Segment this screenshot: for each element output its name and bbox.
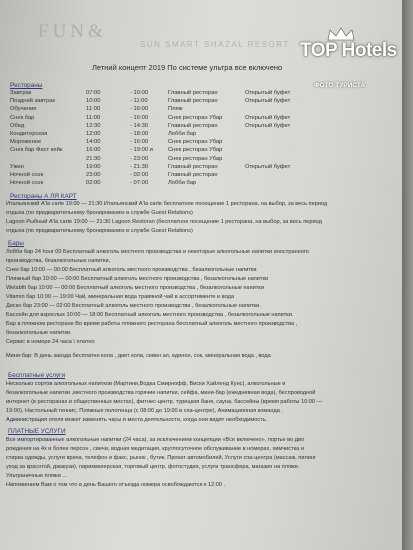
restaurant-row: [0, 156, 402, 164]
restaurant-name: Ночной снэк: [10, 172, 44, 178]
restaurant-name: Поздний завтрак: [10, 98, 55, 105]
open-time: 11:00: [86, 106, 101, 113]
restaurant-name: Мороженое: [10, 139, 42, 146]
open-time: 02:00: [86, 180, 101, 187]
open-time: 19:00: [86, 163, 101, 170]
free-services-heading: Бесплатные услуги: [8, 372, 66, 379]
close-time: - 23:00: [130, 155, 149, 162]
free-line: интернет (в ресторанах и общественных местах), фитнес-центр, турецкая баня, сауна, бассейны (время работы 10:00 —: [6, 399, 323, 405]
service-type: Открытый буфет: [245, 163, 291, 170]
paid-services-heading: ПЛАТНЫЕ УСЛУГИ: [8, 428, 66, 435]
watermark-subtitle: ФОТО ТУРИСТА: [314, 82, 366, 89]
page-title: Летний концепт 2019 По системе ультра все включено: [92, 63, 283, 72]
restaurant-name: Обучение: [10, 106, 37, 113]
free-services-text: [6, 380, 396, 425]
bar-line: Лобби бар 24 hour 00 Бесплатный алкоголь местного производства и некоторые алкогольные напитки иностранного: [6, 249, 309, 255]
open-time: 14:00: [86, 139, 101, 146]
bar-line: Сервис в номере 24 часа \ платно: [6, 339, 95, 345]
close-time: - 11:00: [130, 98, 148, 105]
close-time: - 18:00: [130, 131, 149, 137]
alacarte-line: Итальянский А'la carte 19:00 — 21:30 Итальянский A'la carte бесплатное посещение 1 ресторана, на выбор, за весь период: [6, 201, 328, 207]
restaurant-row: [0, 147, 402, 155]
close-time: - 21:30: [130, 163, 149, 170]
open-time: 10:00: [86, 98, 101, 105]
free-line: Администрация отеля может изменять часы и места деятельности, когда они видят необходимость.: [6, 417, 268, 423]
restaurant-place: Главный ресторан: [168, 163, 218, 170]
restaurant-row: [0, 172, 402, 180]
service-type: Открытый буфет: [245, 122, 291, 129]
alacarte-line: Lagoon Рыбный A'la carte 19:00 — 21:30 Lagoon Restoran (бесплатное посещение 1 ресторана, на выбор, за весь период: [6, 219, 322, 225]
restaurant-name: Ужин: [10, 163, 24, 170]
close-time: - 16:00: [130, 139, 149, 146]
restaurant-name: Завтрак: [10, 90, 32, 96]
restaurant-place: Главный ресторан: [168, 98, 218, 105]
bar-line: Снек бар 10:00 — 00:00 Бесплатный алкоголь местного производства , безалкогольные напитки: [6, 267, 257, 273]
paid-line: стирка одежды, услуги врача, телефон и факс, рынок , бутик, Прокат автомобилей, Услуги спа-центра (массаж, пилинг: [6, 455, 316, 461]
open-time: 21:30: [86, 155, 101, 162]
paid-line: уход за красотой, джакузи), парикмахерская, торговый центр, фотостудия, услуги трансфера, магазин на пляже.: [6, 464, 300, 470]
open-time: 07:00: [86, 90, 101, 96]
close-time: - 16:00: [130, 106, 149, 113]
restaurant-row: [0, 106, 402, 114]
restaurant-place: Снек ресторан Убар: [168, 139, 223, 146]
open-time: 16:00: [86, 147, 101, 154]
restaurant-name: Обед: [10, 122, 25, 129]
restaurant-place: Главный ресторан: [168, 90, 218, 96]
bar-line: безалкогольные напитки.: [6, 330, 72, 336]
paid-line: Все импортированные алкогольные напитки (24 часа), за исключением концепции «Все включено», портье во дво: [6, 437, 304, 443]
free-line: безалкогольные напитки ,местного производства горячие напитки, сейфа, мини-бар (ежедневная вода), беспроводной: [6, 390, 316, 396]
restaurant-place: Пляж: [168, 106, 183, 113]
alacarte-heading: Рестораны А ЛЯ КАРТ: [10, 193, 77, 200]
paid-line: Напоминаем Вам о том что в день Вашего отъезда номера освобождаются к 12:00 .: [6, 482, 226, 488]
restaurants-heading: Рестораны: [10, 82, 43, 89]
close-time: - 02:00: [130, 172, 149, 178]
alacarte-text: [6, 200, 396, 236]
restaurant-place: Главный ресторан: [168, 122, 218, 129]
restaurant-row: [0, 139, 402, 147]
restaurant-place: Снек ресторан Убар: [168, 147, 223, 154]
restaurant-name: Снек бар Фаст кейк: [10, 147, 63, 154]
restaurant-name: Снек бар: [10, 114, 35, 121]
restaurant-place: Снек ресторан Убар: [168, 155, 223, 162]
watermark-logo: TOP Hotels: [300, 40, 397, 61]
tophotels-watermark: [300, 24, 406, 104]
restaurant-name: Кондитерская: [10, 131, 48, 137]
restaurant-name: Ночной снэк: [10, 180, 44, 187]
paid-line: Ультраничные пляжи ...: [6, 473, 68, 479]
bar-line: производства, безалкогольные напитки,: [6, 258, 111, 264]
restaurant-row: [0, 131, 402, 139]
hotel-brand: FUN&: [38, 21, 107, 42]
restaurant-place: Лобби бар: [168, 131, 197, 137]
alacarte-line: отдыха (по предварительному бронированию в службе Guest Relations): [6, 210, 193, 216]
open-time: 11:00: [86, 114, 101, 121]
bar-line: Диско бар 23:00 — 02:00 Бесплатный алкоголь местного производства , безалкогольные напитки.: [6, 303, 261, 309]
restaurant-place: Снек ресторан Убар: [168, 114, 223, 121]
free-line: 19:00), Настольный теннис, Пляжные полотенца (с 08:00 до 19:00 в спа-центре), Анимационная команда .: [6, 408, 283, 414]
open-time: 23:00: [86, 172, 101, 178]
service-type: Открытый буфет: [245, 114, 291, 121]
bar-line: Welabfit бар 10:00 — 00:00 Бесплатный алкоголь местного производства , безалкогольные напитки: [6, 285, 264, 291]
bars-heading: Бары: [8, 240, 24, 247]
close-time: - 19:00 и: [130, 147, 153, 154]
close-time: - 16:00: [130, 114, 149, 121]
close-time: - 10:00: [130, 90, 149, 96]
restaurant-place: Лобби бар: [168, 180, 197, 187]
service-type: Открытый буфет: [245, 98, 291, 105]
restaurant-row: [0, 164, 402, 172]
paid-services-text: [6, 436, 396, 490]
bar-line: Пляжный бар 10:00 — 00:00 Бесплатный алкоголь местного производства , безалкогольные напитки: [6, 276, 269, 282]
bar-line: Бассейн для взрослых 10:00 — 18:00 Бесплатный алкоголь местного производства , безалкогольные напитки.: [6, 312, 294, 318]
bar-line: Бар в пляжном ресторане Во время работы пляжного ресторана бесплатный алкоголь местного производства ,: [6, 321, 298, 327]
restaurant-row: [0, 180, 402, 188]
restaurant-place: Главный ресторан: [168, 172, 218, 178]
restaurant-row: [0, 123, 402, 131]
minibar-text: Мини-бар: В день заезда бесплатно кола , диет кола, севен ап, единон, сок, минеральная вода , вода: [6, 353, 271, 359]
service-type: Открытый буфет: [245, 90, 291, 96]
bar-line: Vitamin бар 10:00 — 19:00 Чай, минеральная вода травяной чай в ассортименте и вода: [6, 294, 235, 300]
paid-line: рождения на 4х и более персон , свечи, водная медитация, круглосуточное обслуживание в номерах, химчистка и: [6, 446, 304, 452]
bars-text: [6, 248, 396, 347]
close-time: - 07:00: [130, 180, 149, 187]
open-time: 12:00: [86, 131, 101, 137]
restaurant-row: [0, 115, 402, 123]
alacarte-line: отдыха (по предварительному бронированию в службе Guest Relations): [6, 228, 193, 234]
close-time: - 14:30: [130, 122, 149, 129]
free-line: Несколько сортов алкогольных напитков (Мартини,Водка Смирнофф, Виски Хайленд Кунс), алкогольные и: [6, 381, 286, 387]
open-time: 12:30: [86, 122, 101, 129]
hotel-brand-subtitle: SUN SMART SHAZAL RESORT: [140, 40, 290, 49]
